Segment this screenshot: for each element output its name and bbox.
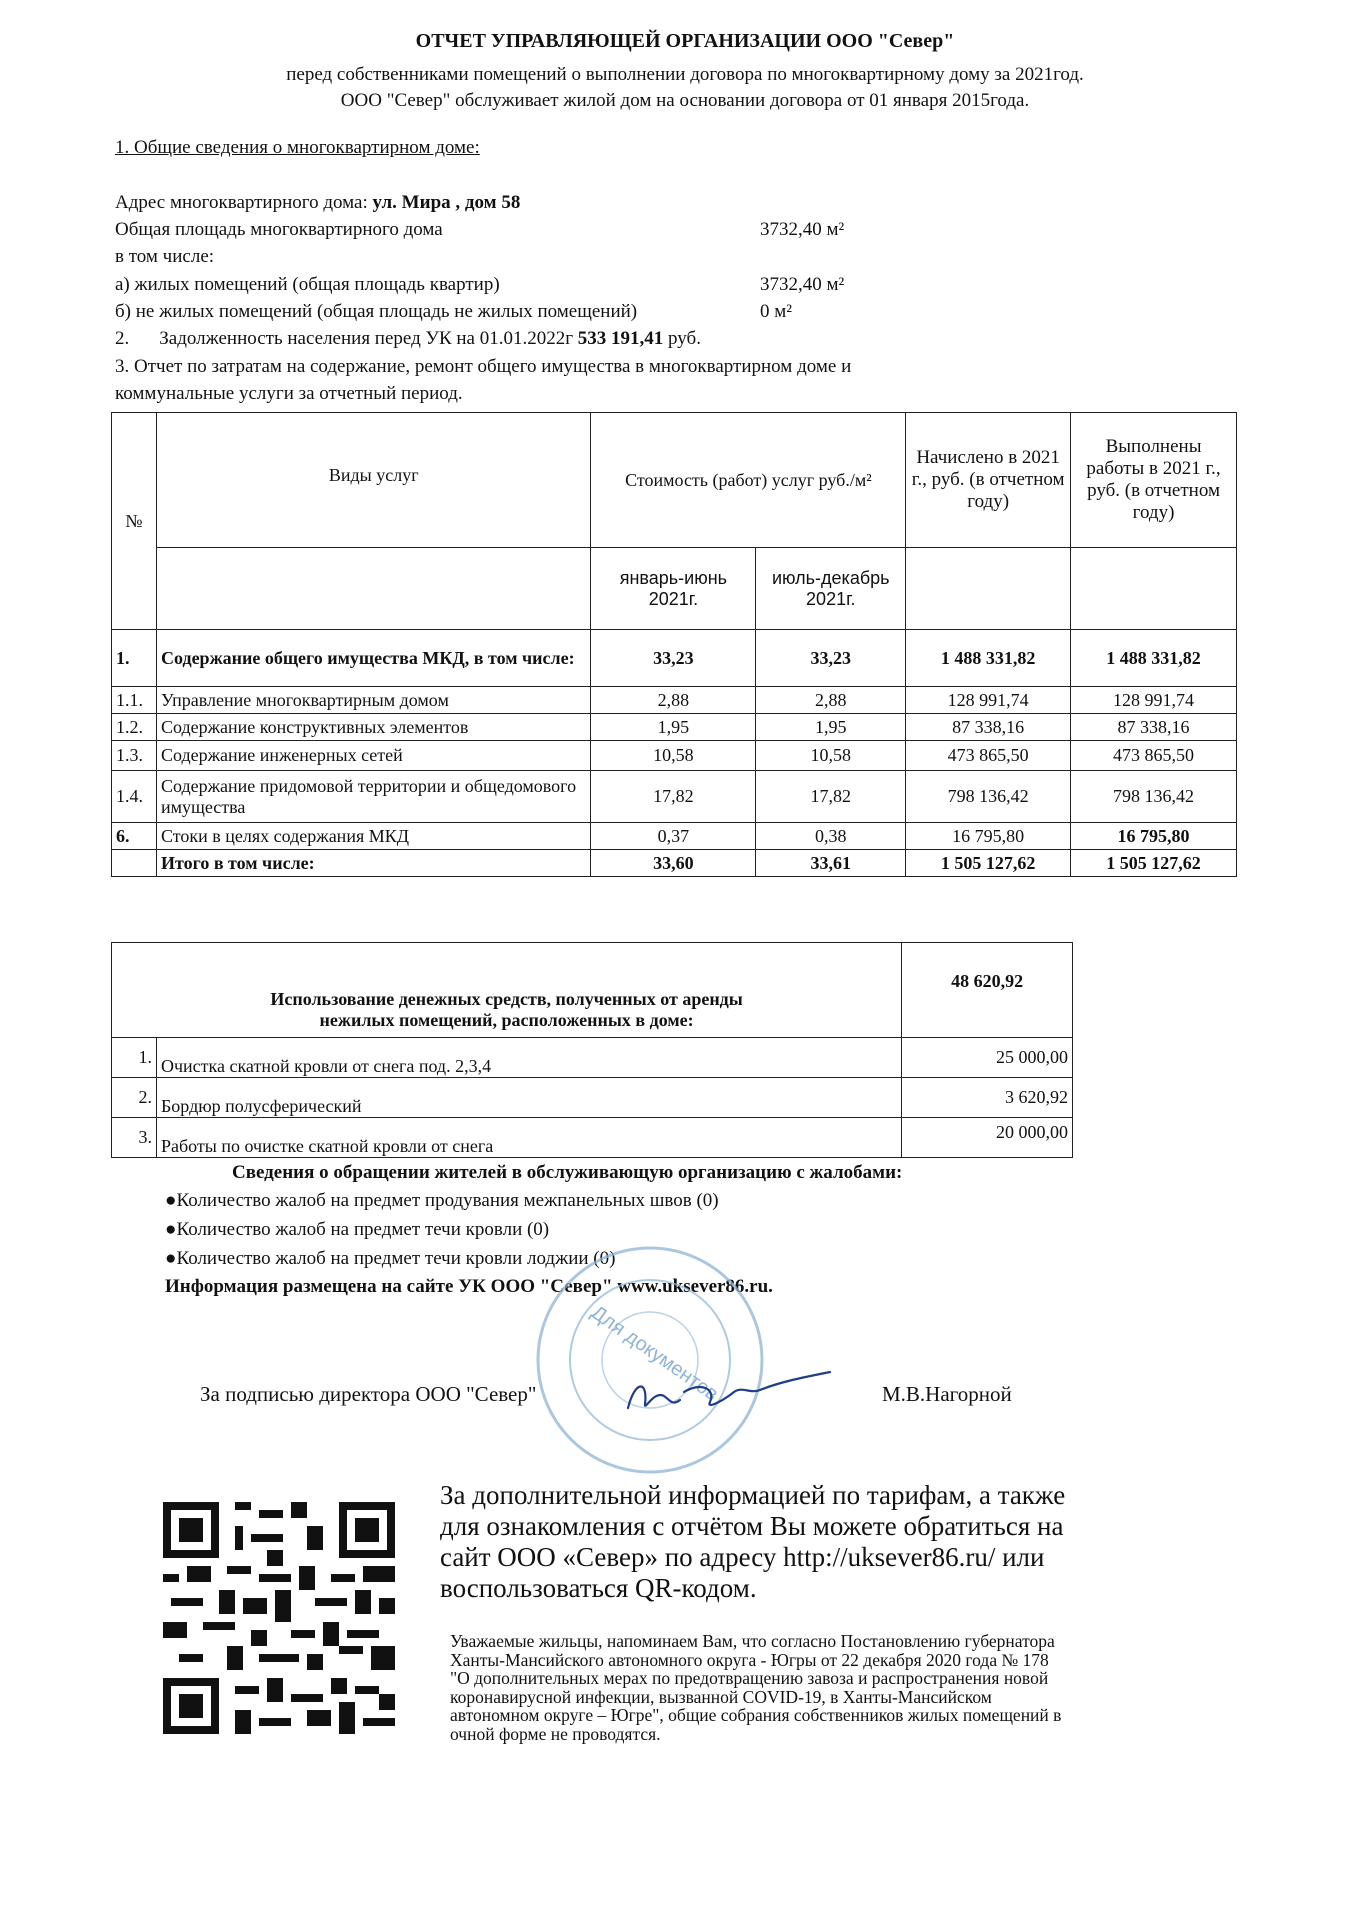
row-number: 1.1. bbox=[112, 687, 157, 714]
row-charged: 1 488 331,82 bbox=[906, 630, 1071, 687]
table-row bbox=[112, 630, 1237, 687]
row-cost-1: 33,23 bbox=[591, 630, 756, 687]
complaint-item: ●Количество жалоб на предмет течи кровли (0) bbox=[165, 1219, 550, 1240]
row-number: 1.2. bbox=[112, 714, 157, 741]
table-row bbox=[112, 1038, 1073, 1078]
row-cost-1: 1,95 bbox=[591, 714, 756, 741]
row-cost-2: 33,61 bbox=[756, 850, 906, 877]
table-row bbox=[112, 771, 1237, 823]
table-row bbox=[112, 687, 1237, 714]
row-service: Управление многоквартирным домом bbox=[156, 687, 591, 714]
table-row bbox=[112, 741, 1237, 771]
table-subheader-row bbox=[112, 548, 1237, 630]
header-number: № bbox=[112, 413, 157, 630]
address-line bbox=[115, 192, 520, 214]
signature-label: За подписью директора ООО "Север" bbox=[200, 1382, 537, 1406]
row-cost-2: 33,23 bbox=[756, 630, 906, 687]
complaints-title: Сведения о обращении жителей в обслуживающую организацию с жалобами: bbox=[232, 1162, 903, 1183]
subheader-empty bbox=[156, 548, 591, 630]
covid-notice-line: автономном округе – Югре", общие собрания собственников жилых помещений в bbox=[450, 1705, 1062, 1725]
row-number: 1.3. bbox=[112, 741, 157, 771]
organization-stamp bbox=[530, 1240, 770, 1480]
row-charged: 473 865,50 bbox=[906, 741, 1071, 771]
row-service: Содержание инженерных сетей bbox=[156, 741, 591, 771]
complaint-item: ●Количество жалоб на предмет течи кровли лоджии (0) bbox=[165, 1248, 616, 1269]
table-header-row bbox=[112, 413, 1237, 548]
residential-area-label: а) жилых помещений (общая площадь квартир) bbox=[115, 274, 500, 295]
row-cost-1: 0,37 bbox=[591, 823, 756, 850]
covid-notice-line: коронавирусной инфекции, вызванной COVID-19, в Ханты-Мансийском bbox=[450, 1686, 992, 1707]
debt-value: 533 191,41 bbox=[577, 328, 664, 349]
tariff-info-line: сайт ООО «Север» по адресу http://uksever86.ru/ или bbox=[440, 1542, 1045, 1572]
director-name: М.В.Нагорной bbox=[882, 1382, 1012, 1406]
debt-number: 2. bbox=[115, 328, 130, 349]
table-row bbox=[112, 714, 1237, 741]
subheader-empty bbox=[906, 548, 1071, 630]
nonresidential-area-label: б) не жилых помещений (общая площадь не жилых помещений) bbox=[115, 301, 638, 322]
report-subtitle-2: ООО "Север" обслуживает жилой дом на основании договора от 01 января 2015года. bbox=[340, 90, 1030, 111]
table-row bbox=[112, 1078, 1073, 1118]
row-service: Стоки в целях содержания МКД bbox=[156, 823, 591, 850]
row-cost-1: 2,88 bbox=[591, 687, 756, 714]
table-total-row bbox=[112, 850, 1237, 877]
director-signature bbox=[620, 1370, 840, 1420]
tariff-info-line: За дополнительной информацией по тарифам, а также bbox=[440, 1480, 1066, 1510]
row-number: 3. bbox=[112, 1118, 157, 1158]
total-area-label: Общая площадь многоквартирного дома bbox=[115, 219, 443, 240]
residential-area-value: 3732,40 м² bbox=[760, 274, 845, 295]
row-cost-2: 2,88 bbox=[756, 687, 906, 714]
row-cost-2: 0,38 bbox=[756, 823, 906, 850]
rent-table-header-row bbox=[112, 943, 1073, 1038]
row-cost-1: 33,60 bbox=[591, 850, 756, 877]
table-row bbox=[112, 1118, 1073, 1158]
row-service: Содержание общего имущества МКД, в том числе: bbox=[156, 630, 591, 687]
row-number: 2. bbox=[112, 1078, 157, 1118]
tariff-info-text bbox=[440, 1480, 1065, 1604]
row-cost-2: 1,95 bbox=[756, 714, 906, 741]
row-done: 87 338,16 bbox=[1071, 714, 1237, 741]
row-amount: 3 620,92 bbox=[902, 1078, 1073, 1118]
row-charged: 798 136,42 bbox=[906, 771, 1071, 823]
services-table bbox=[111, 412, 1237, 877]
report-intro-line-1: 3. Отчет по затратам на содержание, ремонт общего имущества в многоквартирном доме и bbox=[115, 356, 852, 377]
row-amount: 20 000,00 bbox=[902, 1118, 1073, 1158]
row-work: Работы по очистке скатной кровли от снега bbox=[156, 1118, 901, 1158]
row-service: Содержание придомовой территории и общедомового имущества bbox=[156, 771, 591, 823]
debt-label: Задолженность населения перед УК на 01.01.2022г bbox=[159, 328, 578, 349]
header-done: Выполнены работы в 2021 г., руб. (в отчетном году) bbox=[1071, 413, 1237, 548]
header-period-1: январь-июнь 2021г. bbox=[591, 548, 756, 630]
report-intro-line-2: коммунальные услуги за отчетный период. bbox=[115, 383, 463, 404]
row-service: Итого в том числе: bbox=[156, 850, 591, 877]
header-period-2: июль-декабрь 2021г. bbox=[756, 548, 906, 630]
row-cost-2: 17,82 bbox=[756, 771, 906, 823]
row-cost-1: 10,58 bbox=[591, 741, 756, 771]
row-work: Очистка скатной кровли от снега под. 2,3,4 bbox=[156, 1038, 901, 1078]
rent-table-header: Использование денежных средств, полученных от аренды нежилых помещений, расположенных в доме: bbox=[112, 943, 902, 1038]
row-number bbox=[112, 850, 157, 877]
row-amount: 25 000,00 bbox=[902, 1038, 1073, 1078]
stamp-text: Для документов bbox=[586, 1301, 723, 1406]
subheader-empty bbox=[1071, 548, 1237, 630]
including-label: в том числе: bbox=[115, 246, 215, 267]
row-number: 1.4. bbox=[112, 771, 157, 823]
header-service: Виды услуг bbox=[156, 413, 591, 548]
section-general-title: 1. Общие сведения о многоквартирном доме: bbox=[115, 137, 480, 158]
row-charged: 1 505 127,62 bbox=[906, 850, 1071, 877]
tariff-info-line: воспользоваться QR-кодом. bbox=[440, 1573, 757, 1603]
row-charged: 16 795,80 bbox=[906, 823, 1071, 850]
row-number: 1. bbox=[112, 630, 157, 687]
covid-notice-line: "О дополнительных мерах по предотвращению завоза и распространения новой bbox=[450, 1668, 1049, 1688]
row-service: Содержание конструктивных элементов bbox=[156, 714, 591, 741]
total-area-value: 3732,40 м² bbox=[760, 219, 845, 240]
tariff-info-line: для ознакомления с отчётом Вы можете обратиться на bbox=[440, 1511, 1064, 1541]
row-number: 1. bbox=[112, 1038, 157, 1078]
covid-notice bbox=[450, 1632, 1061, 1743]
row-charged: 128 991,74 bbox=[906, 687, 1071, 714]
row-done: 1 505 127,62 bbox=[1071, 850, 1237, 877]
debt-unit: руб. bbox=[663, 328, 701, 349]
row-done: 1 488 331,82 bbox=[1071, 630, 1237, 687]
row-done: 128 991,74 bbox=[1071, 687, 1237, 714]
row-number: 6. bbox=[112, 823, 157, 850]
table-row bbox=[112, 823, 1237, 850]
qr-code-icon[interactable] bbox=[163, 1502, 395, 1734]
covid-notice-line: очной форме не проводятся. bbox=[450, 1723, 661, 1744]
rent-table-total: 48 620,92 bbox=[902, 943, 1073, 1038]
address-value: ул. Мира , дом 58 bbox=[372, 192, 521, 213]
address-label: Адрес многоквартирного дома: bbox=[115, 192, 373, 213]
row-cost-2: 10,58 bbox=[756, 741, 906, 771]
rent-funds-table bbox=[111, 942, 1073, 1158]
row-done: 798 136,42 bbox=[1071, 771, 1237, 823]
website-info: Информация размещена на сайте УК ООО "Север" www.uksever86.ru. bbox=[165, 1276, 773, 1297]
row-done: 16 795,80 bbox=[1071, 823, 1237, 850]
row-done: 473 865,50 bbox=[1071, 741, 1237, 771]
covid-notice-line: Ханты-Мансийского автономного округа - Югры от 22 декабря 2020 года № 178 bbox=[450, 1649, 1049, 1670]
row-cost-1: 17,82 bbox=[591, 771, 756, 823]
complaint-item: ●Количество жалоб на предмет продувания межпанельных швов (0) bbox=[165, 1190, 719, 1211]
covid-notice-line: Уважаемые жильцы, напоминаем Вам, что согласно Постановлению губернатора bbox=[450, 1631, 1055, 1651]
header-charged: Начислено в 2021 г., руб. (в отчетном году) bbox=[906, 413, 1071, 548]
report-subtitle-1: перед собственниками помещений о выполнении договора по многоквартирному дому за 2021год. bbox=[286, 64, 1084, 85]
header-cost: Стоимость (работ) услуг руб./м² bbox=[591, 413, 906, 548]
row-work: Бордюр полусферический bbox=[156, 1078, 901, 1118]
debt-line bbox=[115, 328, 701, 350]
nonresidential-area-value: 0 м² bbox=[760, 301, 792, 322]
report-title: ОТЧЕТ УПРАВЛЯЮЩЕЙ ОРГАНИЗАЦИИ ООО "Север" bbox=[415, 30, 955, 52]
row-charged: 87 338,16 bbox=[906, 714, 1071, 741]
